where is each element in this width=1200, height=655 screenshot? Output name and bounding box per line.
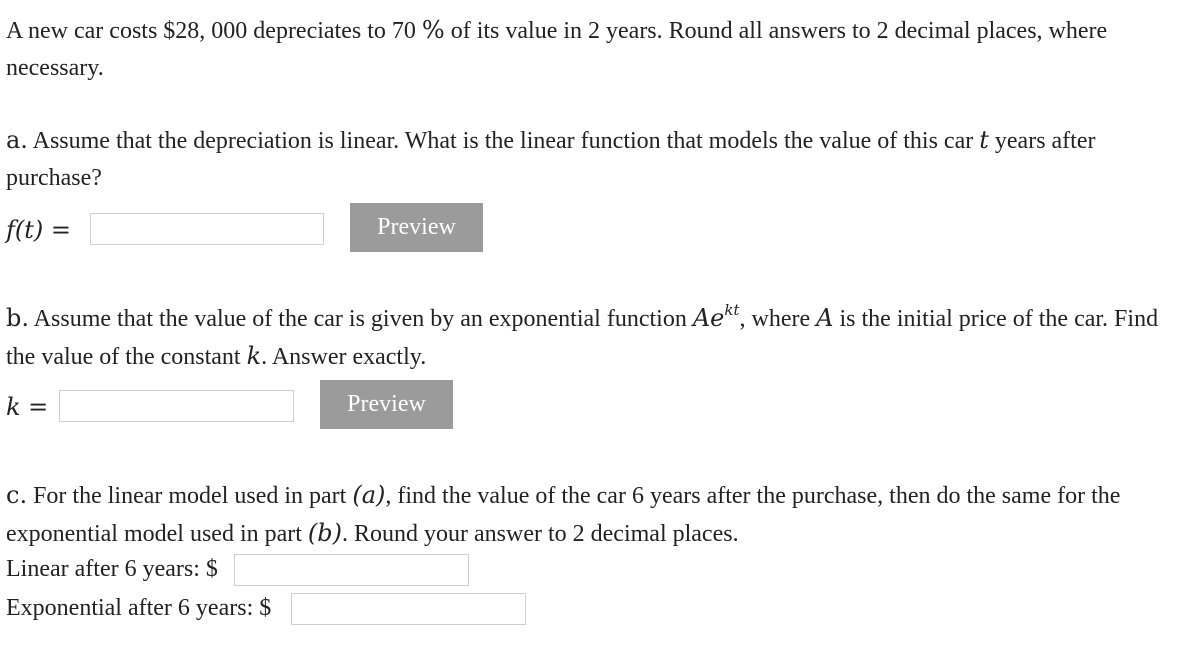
equals-sign: = [20, 393, 49, 421]
part-b-answer-input[interactable] [59, 390, 294, 422]
exponential-answer-label: Exponential after 6 years: $ [6, 595, 272, 621]
problem-intro [6, 12, 1191, 87]
part-b-question [6, 300, 1191, 376]
part-a-variable-t: t [979, 126, 989, 154]
part-a-marker: a. [6, 126, 28, 154]
exponential-answer-row [6, 590, 271, 627]
part-b-text-end: is the initial price of the car. Find the value of the constant [6, 306, 1159, 370]
part-a-text-start: Assume that the depreciation is linear. What is the linear function that models the value of this car [27, 128, 980, 154]
var-k: k [246, 342, 262, 370]
ref-part-b: (b) [307, 519, 343, 547]
function-arg: (t) [14, 216, 44, 244]
part-b-text-tail: . Answer exactly. [261, 344, 427, 370]
part-c-question [6, 477, 1191, 553]
part-b-text-mid: , where [739, 306, 817, 332]
var-A: A [816, 304, 834, 332]
expr-base: Ae [692, 304, 725, 332]
intro-text-start: A new car costs $28, 000 depreciates to 70 [6, 18, 416, 44]
linear-answer-input[interactable] [234, 554, 469, 586]
percent-symbol: % [421, 16, 445, 44]
equals-sign: = [43, 216, 72, 244]
part-a-answer-label [6, 212, 71, 250]
part-c-text-1: For the linear model used in part [27, 483, 353, 509]
part-a-answer-row [6, 212, 71, 250]
part-b-answer-row [6, 389, 48, 427]
part-b-preview-button[interactable]: Preview [320, 380, 453, 429]
part-a-question [6, 122, 1191, 197]
linear-answer-label: Linear after 6 years: $ [6, 556, 218, 582]
k-symbol: k [6, 393, 21, 421]
part-c-marker: c. [6, 481, 28, 509]
part-b-text-start: Assume that the value of the car is given by an exponential function [29, 306, 693, 332]
intro-text-end: of its value in 2 years. Round all answers to 2 decimal places, where necessary. [6, 18, 1108, 81]
linear-answer-row [6, 551, 218, 588]
part-a-preview-button[interactable]: Preview [350, 203, 483, 252]
ref-part-a: (a) [352, 481, 386, 509]
part-c-text-2: , find the value of the car 6 years after the purchase, then do the same for the exponential model used in part [6, 483, 1121, 547]
exponential-answer-input[interactable] [291, 593, 526, 625]
part-a-text-end: years after purchase? [6, 128, 1096, 191]
part-b-answer-label [6, 389, 48, 427]
part-a-answer-input[interactable] [90, 213, 324, 245]
expr-exponent: kt [724, 301, 740, 319]
function-f-symbol: f [6, 216, 15, 244]
part-b-marker: b. [6, 304, 29, 332]
part-c-text-3: . Round your answer to 2 decimal places. [342, 521, 739, 547]
